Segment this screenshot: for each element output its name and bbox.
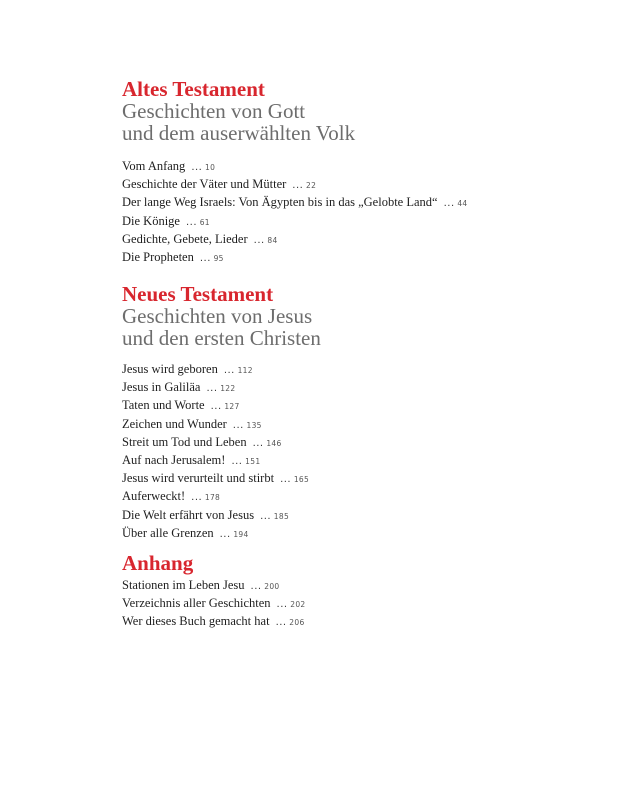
toc-entry-label: Stationen im Leben Jesu [122,578,245,592]
toc-entry-page: ... 61 [185,216,210,228]
toc-entry[interactable] [122,452,321,470]
toc-entry[interactable] [122,379,321,397]
toc-entry[interactable] [122,525,321,543]
toc-entry-page: ... 135 [232,419,262,431]
toc-entry-page: ... 44 [443,198,468,210]
toc-entry-label: Die Welt erfährt von Jesus [122,507,255,522]
toc-entry-page: ... 202 [276,599,306,611]
section-title: Anhang [122,551,194,575]
toc-entry-page: ... 185 [260,510,290,522]
toc-entry[interactable] [122,577,306,595]
toc-entry-label: Wer dieses Buch gemacht hat [122,614,270,629]
toc-entry[interactable] [122,158,467,176]
toc-entry-page: ... 200 [250,581,280,592]
toc-entry-label: Zeichen und Wunder [122,416,227,431]
toc-entry[interactable] [122,488,321,506]
toc-entry-page: ... 10 [191,162,216,173]
toc-entry-label: Die Könige [122,213,180,228]
toc-entry-page: ... 127 [210,401,240,413]
toc-entry[interactable] [122,507,321,525]
toc-entry-label: Jesus wird verurteilt und stirbt [122,471,275,486]
toc-entry-page: ... 165 [280,474,310,486]
toc-entry[interactable] [122,361,321,379]
toc-entry[interactable] [122,249,467,267]
section-subtitle-line-2: und den ersten Christen [122,326,321,350]
toc-entry[interactable] [122,213,467,231]
toc-entry[interactable] [122,613,306,631]
section-appendix [122,552,306,632]
toc-entry-label: Streit um Tod und Leben [122,434,247,449]
toc-list [122,577,306,632]
toc-entry-label: Die Propheten [122,250,194,265]
toc-entry-page: ... 95 [199,253,224,265]
toc-entry-page: ... 122 [206,383,236,395]
toc-entry[interactable] [122,397,321,415]
section-new-testament [122,283,321,543]
toc-entry-label: Gedichte, Gebete, Lieder [122,231,248,246]
toc-entry-label: Vom Anfang [122,159,186,173]
toc-entry[interactable] [122,416,321,434]
toc-entry[interactable] [122,434,321,452]
section-subtitle-line-1: Geschichten von Gott [122,99,306,123]
toc-entry[interactable] [122,470,321,488]
toc-entry-page: ... 112 [223,365,253,376]
toc-entry-page: ... 194 [219,528,249,540]
toc-entry-page: ... 84 [253,234,278,246]
toc-entry-label: Geschichte der Väter und Mütter [122,177,287,192]
section-title: Neues Testament [122,282,274,306]
toc-entry-page: ... 206 [275,617,305,629]
section-subtitle-line-2: und dem auserwählten Volk [122,121,356,145]
toc-list [122,361,321,543]
toc-entry-label: Auferweckt! [122,489,186,504]
section-old-testament [122,78,467,267]
toc-entry-label: Jesus in Galiläa [122,380,201,395]
section-title: Altes Testament [122,77,265,101]
toc-entry-label: Taten und Worte [122,398,205,413]
toc-entry-page: ... 22 [292,180,317,192]
toc-list [122,158,467,267]
toc-entry-label: Der lange Weg Israels: Von Ägypten bis in das „Gelobte Land“ [122,195,438,210]
toc-entry[interactable] [122,194,467,212]
toc-entry-page: ... 146 [252,437,282,449]
toc-entry-label: Verzeichnis aller Geschichten [122,596,271,611]
toc-entry[interactable] [122,176,467,194]
toc-entry-label: Jesus wird geboren [122,362,218,376]
toc-entry-label: Über alle Grenzen [122,525,214,540]
toc-entry-label: Auf nach Jerusalem! [122,453,226,468]
toc-entry[interactable] [122,595,306,613]
toc-entry[interactable] [122,231,467,249]
toc-entry-page: ... 178 [191,492,221,504]
toc-entry-page: ... 151 [231,456,261,468]
section-subtitle-line-1: Geschichten von Jesus [122,304,313,328]
